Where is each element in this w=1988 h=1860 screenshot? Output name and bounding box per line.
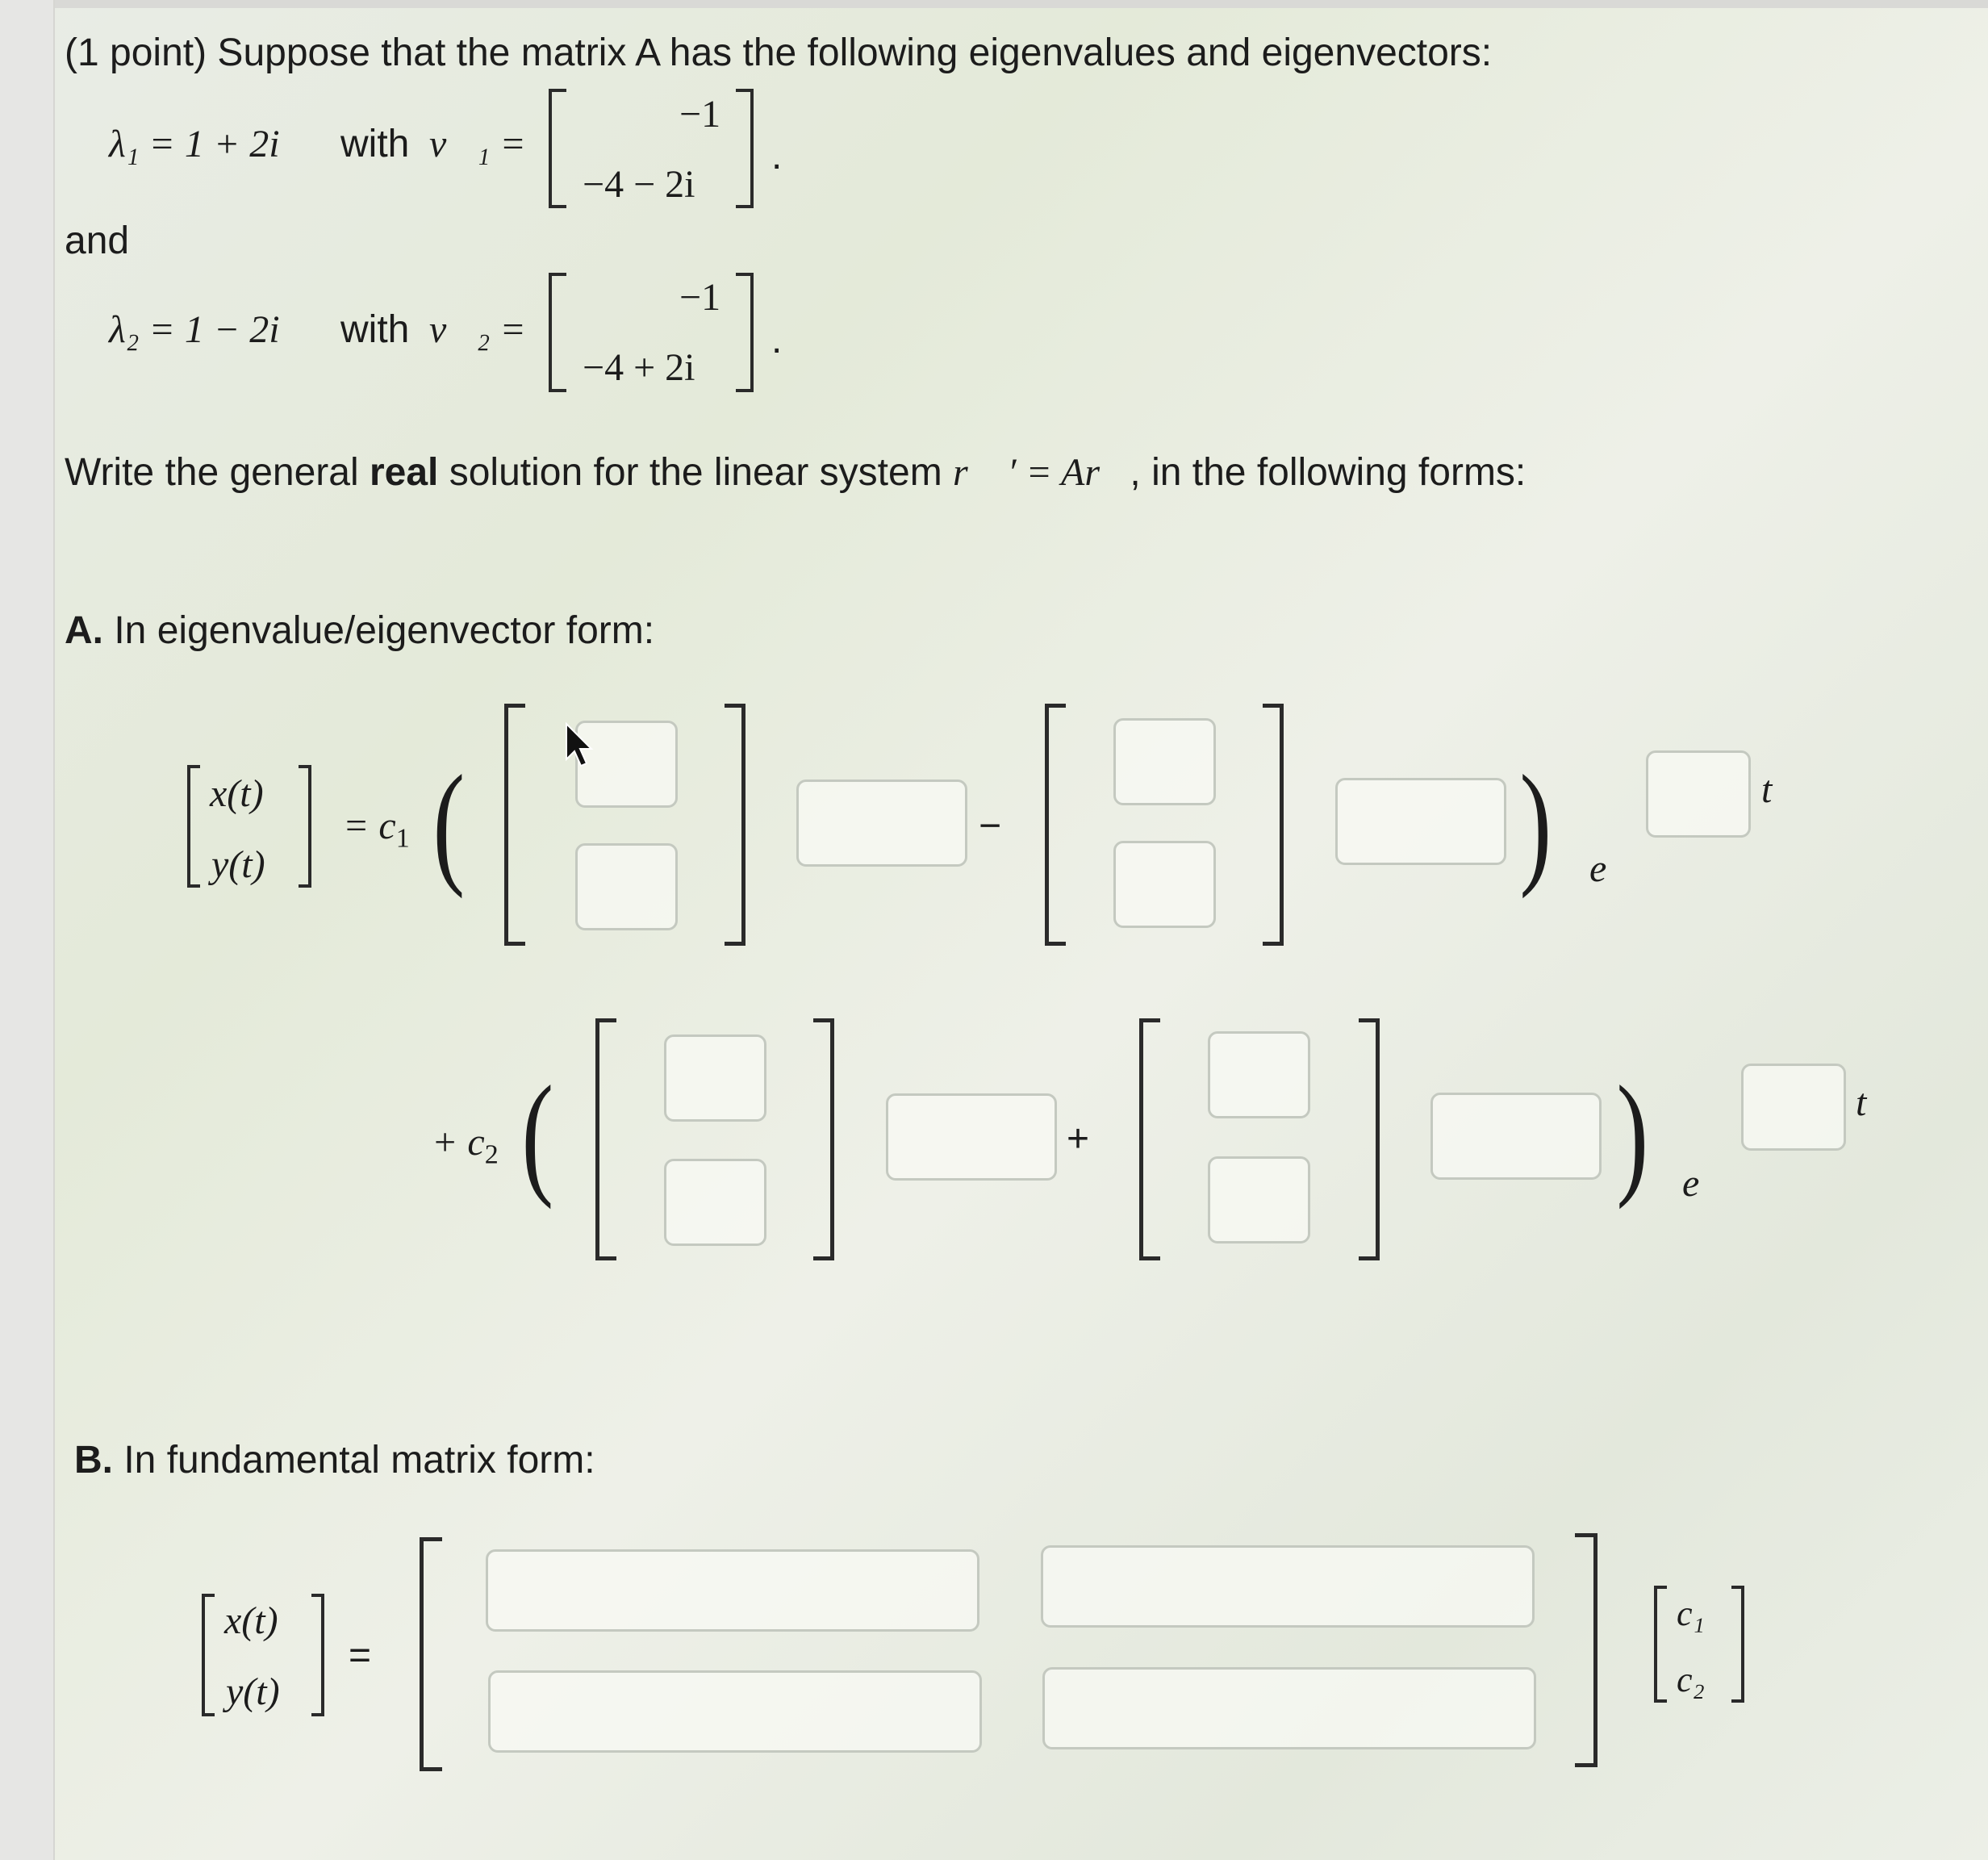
prompt-pre: Write the general (65, 451, 370, 494)
a2-vector-top-input[interactable] (1113, 718, 1216, 805)
b-x-of-t: x(t) (224, 1599, 278, 1642)
x-of-t: x(t) (210, 772, 264, 815)
b-equals: = (349, 1634, 372, 1677)
part-a-text: In eigenvalue/eigenvector form: (103, 609, 655, 652)
b2-left-bracket (1139, 1018, 1160, 1260)
prompt-mid: solution for the linear system (438, 451, 954, 494)
exp-t-2: t (1856, 1081, 1867, 1124)
c2-subscript: 2 (484, 1139, 499, 1170)
xy-right-bracket (299, 765, 311, 888)
c2-label (432, 1123, 499, 1169)
lambda2-with: with (340, 308, 410, 351)
b1-right-bracket (813, 1018, 834, 1260)
v2-period: . (771, 319, 783, 362)
b2-trig-input[interactable] (1430, 1093, 1602, 1180)
a1-vector-bottom-input[interactable] (575, 843, 678, 930)
mouse-cursor-icon (565, 722, 597, 771)
prompt-post: , in the following forms: (1130, 451, 1526, 494)
lambda2-label: λ₂ = 1 − 2i (109, 308, 280, 351)
c-vec-right-bracket (1731, 1586, 1744, 1703)
fm-input-r1c1[interactable] (486, 1549, 979, 1632)
prompt-bold: real (369, 451, 439, 494)
a1-left-bracket (504, 704, 525, 946)
part-b-letter: B. (74, 1439, 113, 1482)
xy-left-bracket (187, 765, 200, 888)
exponent-input-1[interactable] (1646, 750, 1751, 838)
b-y-of-t: y(t) (226, 1670, 280, 1713)
v2-label: v⃗₂ = (429, 308, 526, 351)
b-xy-right-bracket (311, 1594, 324, 1716)
top-border (0, 0, 1988, 8)
c-vec-left-bracket (1654, 1586, 1667, 1703)
left-margin (0, 0, 55, 1860)
c1-entry: c₁ (1677, 1594, 1705, 1633)
v2-left-bracket (549, 273, 566, 392)
c1-left-paren: ( (432, 747, 466, 899)
c1-subscript: 1 (395, 823, 410, 854)
c1-right-paren: ) (1519, 747, 1552, 899)
exp-t-1: t (1761, 768, 1773, 811)
v1-top: −1 (679, 93, 721, 136)
a2-left-bracket (1045, 704, 1066, 946)
b2-vector-bottom-input[interactable] (1208, 1156, 1310, 1243)
part-b-heading (74, 1441, 595, 1480)
plus-sign: + (1067, 1118, 1090, 1160)
c2-plus: + c (432, 1121, 485, 1164)
b1-trig-input[interactable] (886, 1093, 1057, 1181)
v1-right-bracket (736, 89, 754, 208)
c2-left-paren: ( (521, 1058, 554, 1210)
v2-top: −1 (679, 276, 721, 319)
v1-period: . (771, 135, 783, 178)
a2-trig-input[interactable] (1335, 778, 1506, 865)
b1-vector-bottom-input[interactable] (664, 1159, 766, 1246)
c2-entry: c₂ (1677, 1660, 1705, 1699)
b2-right-bracket (1359, 1018, 1380, 1260)
v1-bottom: −4 − 2i (583, 163, 695, 206)
problem-intro: (1 point) Suppose that the matrix A has the following eigenvalues and eigenvectors: (65, 31, 1493, 74)
c2-right-paren: ) (1616, 1058, 1649, 1210)
v2-right-bracket (736, 273, 754, 392)
b-xy-left-bracket (202, 1594, 215, 1716)
fm-input-r1c2[interactable] (1041, 1545, 1535, 1628)
b1-left-bracket (595, 1018, 616, 1260)
and-text: and (65, 219, 130, 262)
a1-trig-input[interactable] (796, 780, 967, 867)
fm-left-bracket (420, 1537, 442, 1771)
prompt-equation: r⃗ ′ = Ar⃗ (953, 451, 1130, 494)
part-b-text: In fundamental matrix form: (113, 1439, 595, 1482)
exp-e-1: e (1589, 847, 1607, 890)
fm-input-r2c2[interactable] (1042, 1667, 1536, 1749)
v2-bottom: −4 + 2i (583, 346, 695, 389)
solution-prompt (65, 451, 1526, 494)
b1-vector-top-input[interactable] (664, 1034, 766, 1122)
exponent-input-2[interactable] (1741, 1064, 1846, 1151)
lambda1-with: with (340, 123, 410, 165)
minus-sign: − (979, 805, 1002, 847)
y-of-t: y(t) (211, 843, 265, 886)
b2-vector-top-input[interactable] (1208, 1031, 1310, 1118)
v1-label: v⃗₁ = (429, 123, 526, 165)
c1-eq: = c (343, 805, 396, 847)
part-a-heading (65, 609, 655, 652)
fm-input-r2c1[interactable] (488, 1670, 982, 1753)
exp-e-2: e (1682, 1162, 1700, 1205)
v1-left-bracket (549, 89, 566, 208)
c1-label (343, 807, 410, 853)
a1-right-bracket (725, 704, 746, 946)
part-a-letter: A. (65, 609, 103, 652)
a2-vector-bottom-input[interactable] (1113, 841, 1216, 928)
lambda1-label: λ₁ = 1 + 2i (109, 123, 280, 165)
a2-right-bracket (1263, 704, 1284, 946)
fm-right-bracket (1575, 1533, 1598, 1767)
